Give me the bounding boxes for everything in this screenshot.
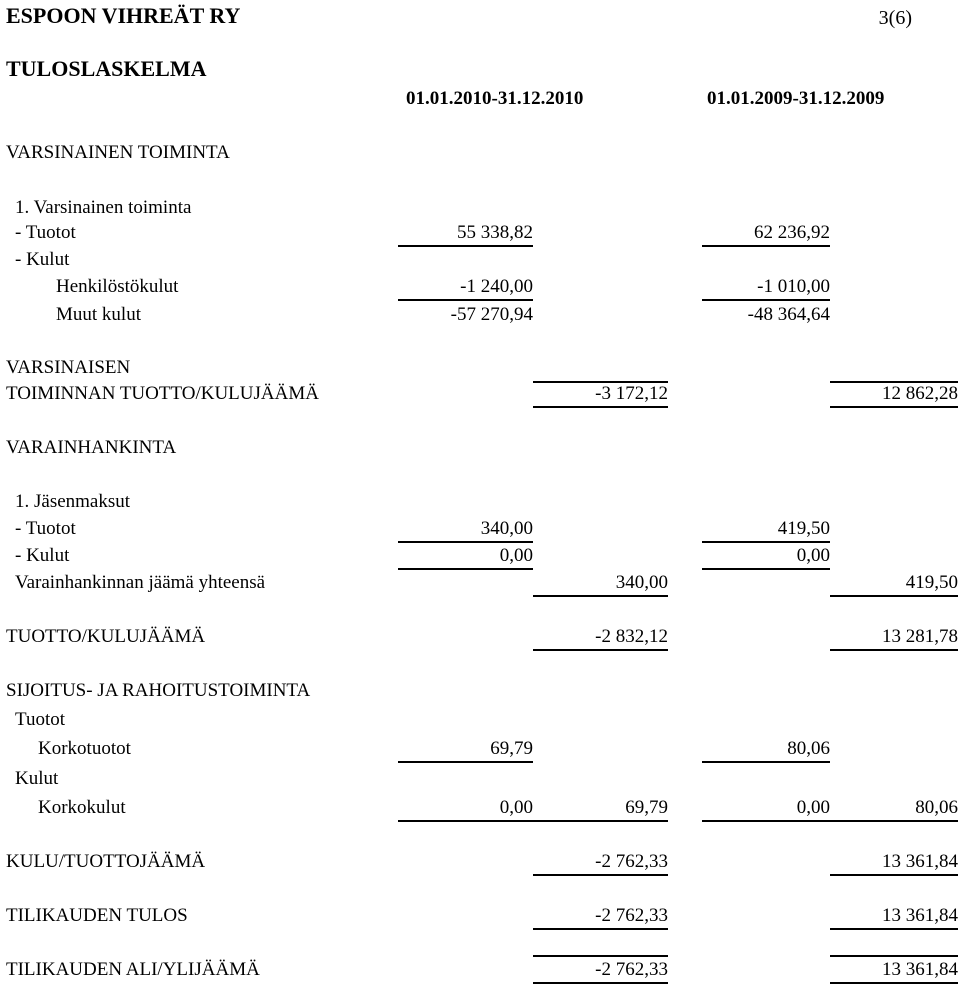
organization-name: ESPOON VIHREÄT RY bbox=[6, 3, 241, 28]
varainhankinta-total-2010: 340,00 bbox=[615, 572, 668, 593]
rule bbox=[830, 928, 958, 930]
rule bbox=[830, 874, 958, 876]
tuotto-kulujaama-2009: 13 281,78 bbox=[882, 626, 958, 647]
section-varsinainen: VARSINAINEN TOIMINTA bbox=[6, 142, 230, 163]
kulu-tuottojaama-2009: 13 361,84 bbox=[882, 851, 958, 872]
rule bbox=[398, 761, 533, 763]
korkotuotot-2009: 80,06 bbox=[787, 738, 830, 759]
subsection-jasenmaksut: 1. Jäsenmaksut bbox=[15, 491, 131, 512]
rule bbox=[398, 568, 533, 570]
varsinainen-result-label-2: TOIMINNAN TUOTTO/KULUJÄÄMÄ bbox=[6, 383, 319, 404]
tilikauden-ylijaama-label: TILIKAUDEN ALI/YLIJÄÄMÄ bbox=[6, 959, 260, 980]
rule bbox=[830, 595, 958, 597]
rule bbox=[533, 928, 668, 930]
kulu-tuottojaama-2010: -2 762,33 bbox=[595, 851, 668, 872]
korkokulut-label: Korkokulut bbox=[38, 797, 126, 818]
tilikauden-ylijaama-2010: -2 762,33 bbox=[595, 959, 668, 980]
rule bbox=[533, 874, 668, 876]
rule bbox=[398, 299, 533, 301]
kulu-tuottojaama-label: KULU/TUOTTOJÄÄMÄ bbox=[6, 851, 206, 872]
rule bbox=[830, 982, 958, 984]
rule bbox=[702, 761, 830, 763]
subsection-varsinainen: 1. Varsinainen toiminta bbox=[15, 197, 192, 218]
sijoitus-subtotal-2010: 69,79 bbox=[625, 797, 668, 818]
tilikauden-tulos-2009: 13 361,84 bbox=[882, 905, 958, 926]
tilikauden-tulos-2010: -2 762,33 bbox=[595, 905, 668, 926]
sijoitus-tuotot-label: Tuotot bbox=[15, 709, 65, 730]
document-title: TULOSLASKELMA bbox=[6, 56, 207, 81]
jasenmaksut-kulut-2010: 0,00 bbox=[499, 545, 533, 566]
korkokulut-2009: 0,00 bbox=[796, 797, 830, 818]
rule bbox=[830, 406, 958, 408]
henkilostokulut-2010: -1 240,00 bbox=[460, 276, 533, 297]
rule bbox=[702, 245, 830, 247]
tilikauden-tulos-label: TILIKAUDEN TULOS bbox=[6, 905, 188, 926]
korkotuotot-label: Korkotuotot bbox=[38, 738, 131, 759]
varsinainen-kulut-label: - Kulut bbox=[15, 249, 70, 270]
rule bbox=[533, 649, 668, 651]
jasenmaksut-tuotot-label: - Tuotot bbox=[15, 518, 76, 539]
rule bbox=[702, 820, 958, 822]
rule bbox=[398, 245, 533, 247]
varsinainen-result-label-1: VARSINAISEN bbox=[6, 357, 131, 378]
varsinainen-result-2009: 12 862,28 bbox=[882, 383, 958, 404]
henkilostokulut-2009: -1 010,00 bbox=[757, 276, 830, 297]
rule bbox=[398, 820, 668, 822]
korkotuotot-2010: 69,79 bbox=[490, 738, 533, 759]
rule bbox=[533, 595, 668, 597]
rule bbox=[830, 649, 958, 651]
rule bbox=[533, 406, 668, 408]
tuotto-kulujaama-label: TUOTTO/KULUJÄÄMÄ bbox=[6, 626, 206, 647]
varsinainen-tuotot-2010: 55 338,82 bbox=[457, 222, 533, 243]
sijoitus-subtotal-2009: 80,06 bbox=[915, 797, 958, 818]
muut-kulut-2009: -48 364,64 bbox=[747, 304, 830, 325]
jasenmaksut-kulut-2009: 0,00 bbox=[796, 545, 830, 566]
tuotto-kulujaama-2010: -2 832,12 bbox=[595, 626, 668, 647]
page-number: 3(6) bbox=[878, 7, 912, 29]
rule bbox=[830, 955, 958, 957]
varainhankinta-total-2009: 419,50 bbox=[905, 572, 958, 593]
varsinainen-tuotot-label: - Tuotot bbox=[15, 222, 76, 243]
rule bbox=[398, 541, 533, 543]
rule bbox=[702, 568, 830, 570]
muut-kulut-label: Muut kulut bbox=[56, 304, 141, 325]
period-previous-header: 01.01.2009-31.12.2009 bbox=[707, 88, 885, 109]
henkilostokulut-label: Henkilöstökulut bbox=[56, 276, 179, 297]
rule bbox=[533, 955, 668, 957]
jasenmaksut-kulut-label: - Kulut bbox=[15, 545, 70, 566]
korkokulut-2010: 0,00 bbox=[499, 797, 533, 818]
jasenmaksut-tuotot-2009: 419,50 bbox=[777, 518, 830, 539]
jasenmaksut-tuotot-2010: 340,00 bbox=[480, 518, 533, 539]
tilikauden-ylijaama-2009: 13 361,84 bbox=[882, 959, 958, 980]
section-sijoitus: SIJOITUS- JA RAHOITUSTOIMINTA bbox=[6, 680, 311, 701]
rule bbox=[702, 299, 830, 301]
muut-kulut-2010: -57 270,94 bbox=[450, 304, 533, 325]
rule bbox=[702, 541, 830, 543]
sijoitus-kulut-label: Kulut bbox=[15, 768, 59, 789]
varsinainen-tuotot-2009: 62 236,92 bbox=[754, 222, 830, 243]
varainhankinta-total-label: Varainhankinnan jäämä yhteensä bbox=[15, 572, 266, 593]
section-varainhankinta: VARAINHANKINTA bbox=[6, 437, 177, 458]
varsinainen-result-2010: -3 172,12 bbox=[595, 383, 668, 404]
period-current-header: 01.01.2010-31.12.2010 bbox=[406, 88, 584, 109]
rule bbox=[533, 982, 668, 984]
